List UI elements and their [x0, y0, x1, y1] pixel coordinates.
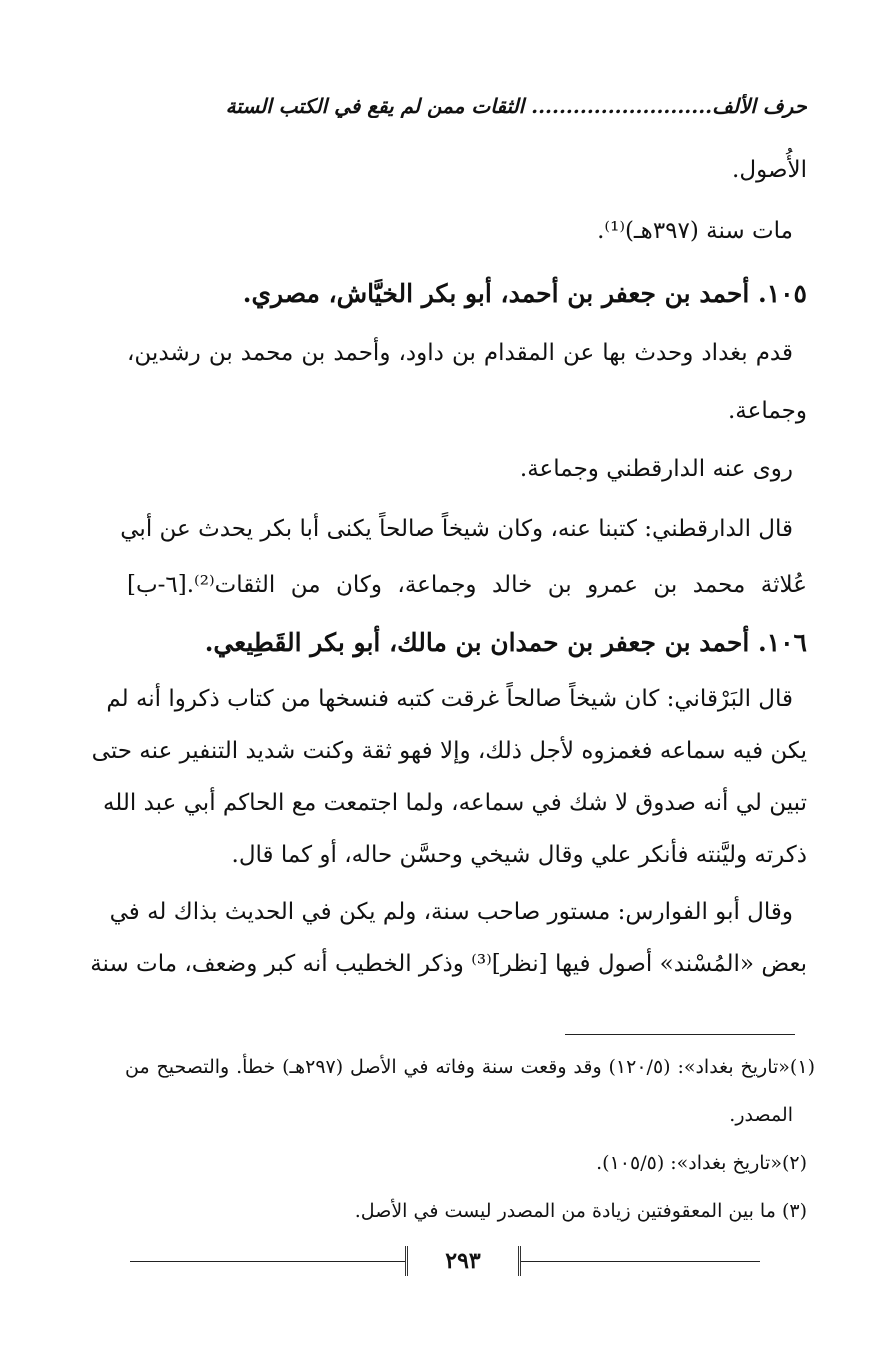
- text-line: وجماعة.: [728, 398, 807, 424]
- entry-heading-105: ١٠٥. أحمد بن جعفر بن أحمد، أبو بكر الخيَّاش، مصري.: [242, 279, 807, 308]
- footer-rule-left: [130, 1261, 405, 1262]
- footnote-1: (١)«تاريخ بغداد»: (١٢٠/٥) وقد وقعت سنة وفاته في الأصل (٢٩٧هـ) خطأ. والتصحيح من: [125, 1056, 815, 1078]
- text-line: الأُصول.: [732, 157, 807, 183]
- page-number: ٢٩٣: [405, 1246, 521, 1276]
- text-line: قال الدارقطني: كتبنا عنه، وكان شيخاً صالحاً يكنى أبا بكر يحدث عن أبي: [120, 516, 793, 542]
- death-year-line: مات سنة (٣٩٧هـ)⁽¹⁾.: [597, 218, 793, 244]
- text-line: ذكرته وليَّنته فأنكر علي وقال شيخي وحسَّن حاله، أو كما قال.: [231, 842, 807, 868]
- running-header: حرف الألف.......................... الثقات ممن لم يقع في الكتب الستة: [225, 94, 807, 118]
- text-line: يكن فيه سماعه فغمزوه لأجل ذلك، وإلا فهو ثقة وكنت شديد التنفير عنه حتى: [91, 738, 807, 764]
- text-line: عُلاثة محمد بن عمرو بن خالد وجماعة، وكان من الثقات⁽²⁾.[٦-ب]: [127, 572, 807, 598]
- text-line: قال البَرْقاني: كان شيخاً صالحاً غرقت كتبه فنسخها من كتاب ذكروا أنه لم: [106, 686, 793, 712]
- text-line: تبين لي أنه صدوق لا شك في سماعه، ولما اجتمعت مع الحاكم أبي عبد الله: [102, 790, 807, 816]
- text-line: بعض «المُسْند» أصول فيها [نظر]⁽³⁾ وذكر الخطيب أنه كبر وضعف، مات سنة: [90, 951, 807, 977]
- footnote-2: (٢)«تاريخ بغداد»: (١٠٥/٥).: [596, 1152, 807, 1174]
- footnote-3: (٣) ما بين المعقوفتين زيادة من المصدر ليست في الأصل.: [354, 1200, 807, 1222]
- text-line: قدم بغداد وحدث بها عن المقدام بن داود، وأحمد بن محمد بن رشدين،: [127, 340, 793, 366]
- footnote-separator: [565, 1034, 795, 1035]
- entry-heading-106: ١٠٦. أحمد بن جعفر بن حمدان بن مالك، أبو بكر القَطِيعي.: [204, 628, 807, 657]
- text-line: وقال أبو الفوارس: مستور صاحب سنة، ولم يكن في الحديث بذاك له في: [109, 899, 793, 925]
- footnote-1-cont: المصدر.: [729, 1104, 793, 1126]
- footer-rule-right: [515, 1261, 760, 1262]
- text-line: روى عنه الدارقطني وجماعة.: [519, 456, 793, 482]
